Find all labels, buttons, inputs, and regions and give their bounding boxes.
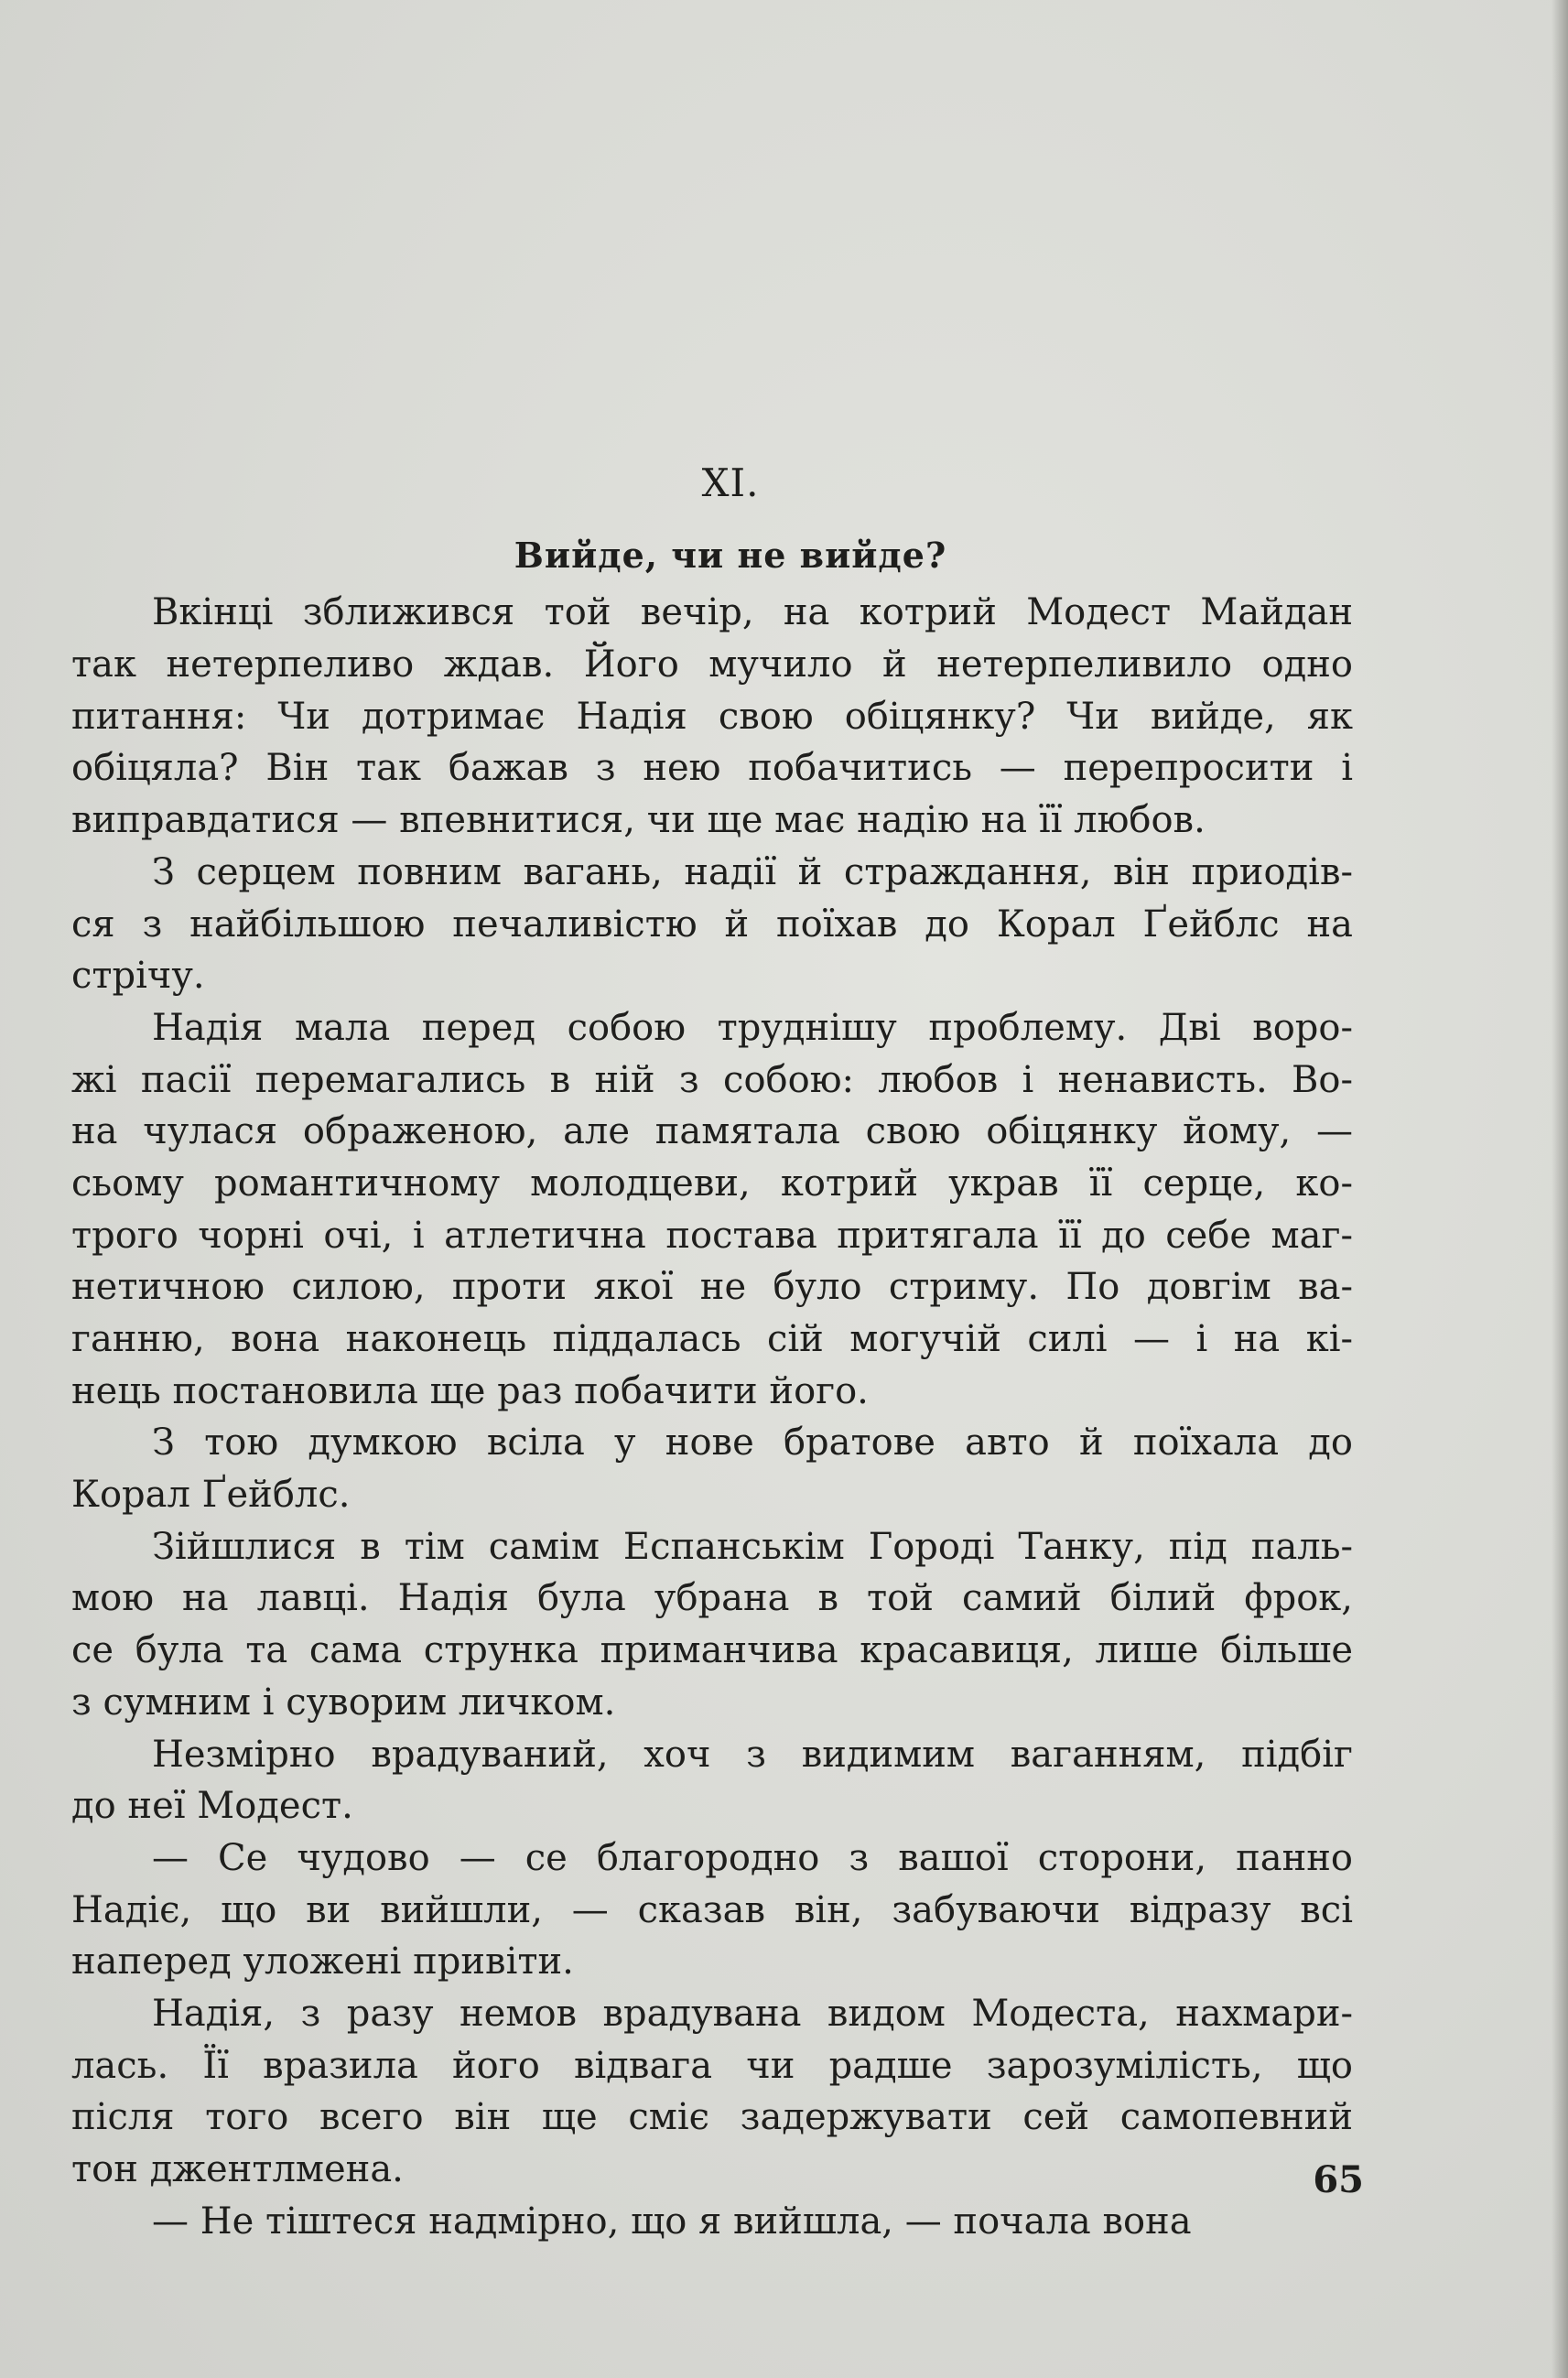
paragraph: [71, 847, 1353, 1002]
page-edge-shadow: [1552, 0, 1568, 2378]
paragraph: [71, 1521, 1353, 1729]
text-line: Надія мала перед собою труднішу проблему. Дві воро-: [152, 1006, 1353, 1049]
paragraph: [71, 587, 1353, 846]
text-line: на чулася ображеною, але памятала свою обіцянку йому, —: [71, 1110, 1353, 1153]
text-line: З серцем повним вагань, надії й страждання, він приодів-: [152, 850, 1353, 893]
text-line: Корал Ґейблс.: [71, 1474, 351, 1517]
text-line: питання: Чи дотримає Надія свою обіцянку? Чи вийде, як: [71, 695, 1353, 738]
chapter-title: Вийде, чи не вийде?: [514, 534, 947, 576]
text-line: після того всего він ще сміє задержувати сей самопевний: [71, 2096, 1353, 2139]
text-line: Зійшлися в тім самім Еспанськім Городі Танку, під паль-: [152, 1525, 1353, 1568]
text-line: ся з найбільшою печаливістю й поїхав до Корал Ґейблс на: [71, 903, 1353, 946]
text-line: Надія, з разу немов врадувана видом Модеста, нахмари-: [152, 1992, 1353, 2035]
text-line: — Се чудово — се благородно з вашої сторони, панно: [152, 1836, 1353, 1879]
paragraph: [71, 1832, 1353, 1988]
text-line: до неї Модест.: [71, 1785, 353, 1828]
text-line: Незмірно врадуваний, хоч з видимим ваганням, підбіг: [152, 1733, 1353, 1776]
text-line: З тою думкою всіла у нове братове авто й поїхала до: [152, 1421, 1353, 1465]
chapter-number: XI.: [701, 460, 760, 505]
text-line: ганню, вона наконець піддалась сій могучій силі — і на кі-: [71, 1318, 1353, 1361]
text-line: так нетерпеливо ждав. Його мучило й нетерпеливило одно: [71, 643, 1353, 686]
paragraph: [71, 1729, 1353, 1832]
text-line: з сумним і суворим личком.: [71, 1681, 616, 1724]
text-line: жі пасії перемагались в ній з собою: любов і ненависть. Во-: [71, 1058, 1353, 1101]
text-line: виправдатися — впевнитися, чи ще має надію на її любов.: [71, 799, 1206, 842]
text-line: Надіє, що ви вийшли, — сказав він, забуваючи відразу всі: [71, 1888, 1353, 1931]
text-line: Вкінці зближився той вечір, на котрий Модест Майдан: [152, 591, 1353, 634]
text-line: наперед уложені привіти.: [71, 1940, 574, 1983]
text-line: трого чорні очі, і атлетична постава притягала її до себе маг-: [71, 1214, 1353, 1257]
text-line: стрічу.: [71, 955, 205, 998]
body-text: [71, 587, 1353, 2247]
text-block: [71, 458, 1353, 2247]
text-line: обіцяла? Він так бажав з нею побачитись — перепросити і: [71, 747, 1353, 790]
text-line: нетичною силою, проти якої не було стриму. По довгім ва-: [71, 1266, 1353, 1309]
paragraph: [71, 2196, 1353, 2248]
page-number: 65: [1313, 2158, 1364, 2201]
text-line: — Не тіштеся надмірно, що я вийшла, — почала вона: [152, 2200, 1192, 2243]
text-line: лась. Її вразила його відвага чи радше зарозумілість, що: [71, 2044, 1353, 2087]
paragraph: [71, 1417, 1353, 1520]
text-line: нець постановила ще раз побачити його.: [71, 1369, 869, 1412]
text-line: сьому романтичному молодцеви, котрий украв її серце, ко-: [71, 1162, 1353, 1205]
paragraph: [71, 1002, 1353, 1418]
paragraph: [71, 1988, 1353, 2196]
text-line: мою на лавці. Надія була убрана в той самий білий фрок,: [71, 1577, 1353, 1620]
text-line: тон джентлмена.: [71, 2148, 404, 2191]
text-line: се була та сама струнка приманчива красавиця, лише більше: [71, 1629, 1353, 1672]
